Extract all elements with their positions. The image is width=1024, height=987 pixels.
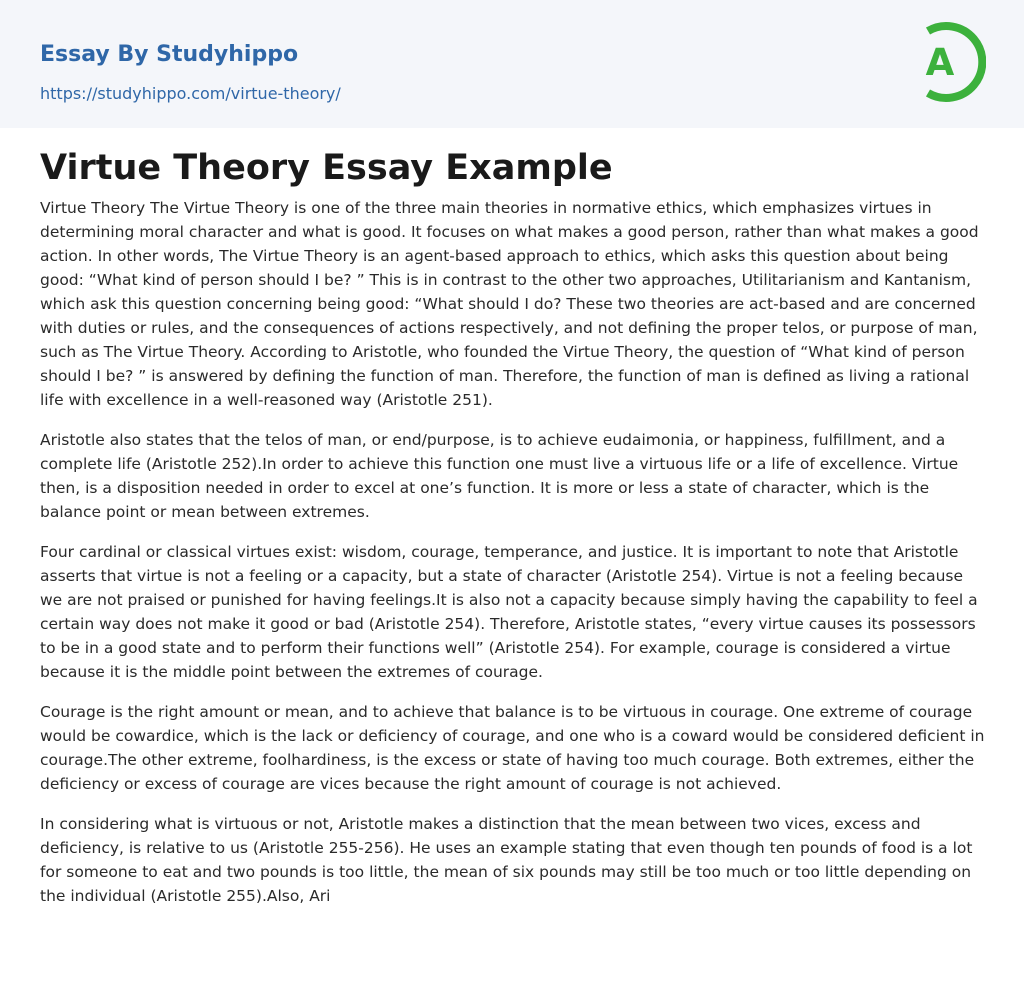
page-title: Virtue Theory Essay Example [40, 148, 613, 188]
paragraph-3: Four cardinal or classical virtues exist: wisdom, courage, temperance, and justice. It is important to note that Aristotle asserts that virtue is not a feeling or a capacity, but a state of character (Aristotle 254). Virtue is not a feeling because we are not praised or punished for having feelings.It is also not a capacity because simply having the capability to feel a certain way does not make it good or bad (Aristotle 254). Therefore, Aristotle states, “every virtue causes its possessors to be in a good state and to perform their functions well” (Aristotle 254). For example, courage is considered a virtue because it is the middle point between the extremes of courage. [40, 543, 978, 681]
site-brand[interactable]: Essay By Studyhippo [40, 42, 299, 67]
source-url-link[interactable]: https://studyhippo.com/virtue-theory/ [40, 84, 341, 103]
site-header [0, 0, 1024, 128]
paragraph-2: Aristotle also states that the telos of man, or end/purpose, is to achieve eudaimonia, or happiness, fulfillment, and a complete life (Aristotle 252).In order to achieve this function one must live a virtuous life or a life of excellence. Virtue then, is a disposition needed in order to excel at one’s function. It is more or less a state of character, which is the balance point or mean between extremes. [40, 431, 959, 521]
paragraph-4: Courage is the right amount or mean, and to achieve that balance is to be virtuous in courage. One extreme of courage would be cowardice, which is the lack or deficiency of courage, and one who is a coward would be considered deficient in courage.The other extreme, foolhardiness, is the excess or state of having too much courage. Both extremes, either the deficiency or excess of courage are vices because the right amount of courage is not achieved. [40, 703, 985, 793]
paragraph-1: Virtue Theory The Virtue Theory is one of the three main theories in normative ethics, which emphasizes virtues in determining moral character and what is good. It focuses on what makes a good person, rather than what makes a good action. In other words, The Virtue Theory is an agent-based approach to ethics, which asks this question about being good: “What kind of person should I be? ” This is in contrast to the other two approaches, Utilitarianism and Kantanism, which ask this question concerning being good: “What should I do? These two theories are act-based and are concerned with duties or rules, and the consequences of actions respectively, and not defining the proper telos, or purpose of man, such as The Virtue Theory. According to Aristotle, who founded the Virtue Theory, the question of “What kind of person should I be? ” is answered by defining the function of man. Therefore, the function of man is defined as living a rational life with excellence in a well-reasoned way (Aristotle 251). [40, 199, 979, 409]
logo-letter: A [925, 41, 955, 84]
studyhippo-logo-icon[interactable] [912, 19, 986, 105]
article-body [0, 128, 1024, 908]
paragraph-5: In considering what is virtuous or not, Aristotle makes a distinction that the mean between two vices, excess and deficiency, is relative to us (Aristotle 255-256). He uses an example stating that even though ten pounds of food is a lot for someone to eat and two pounds is too little, the mean of six pounds may still be too much or too little depending on the individual (Aristotle 255).Also, Ari [40, 815, 973, 905]
